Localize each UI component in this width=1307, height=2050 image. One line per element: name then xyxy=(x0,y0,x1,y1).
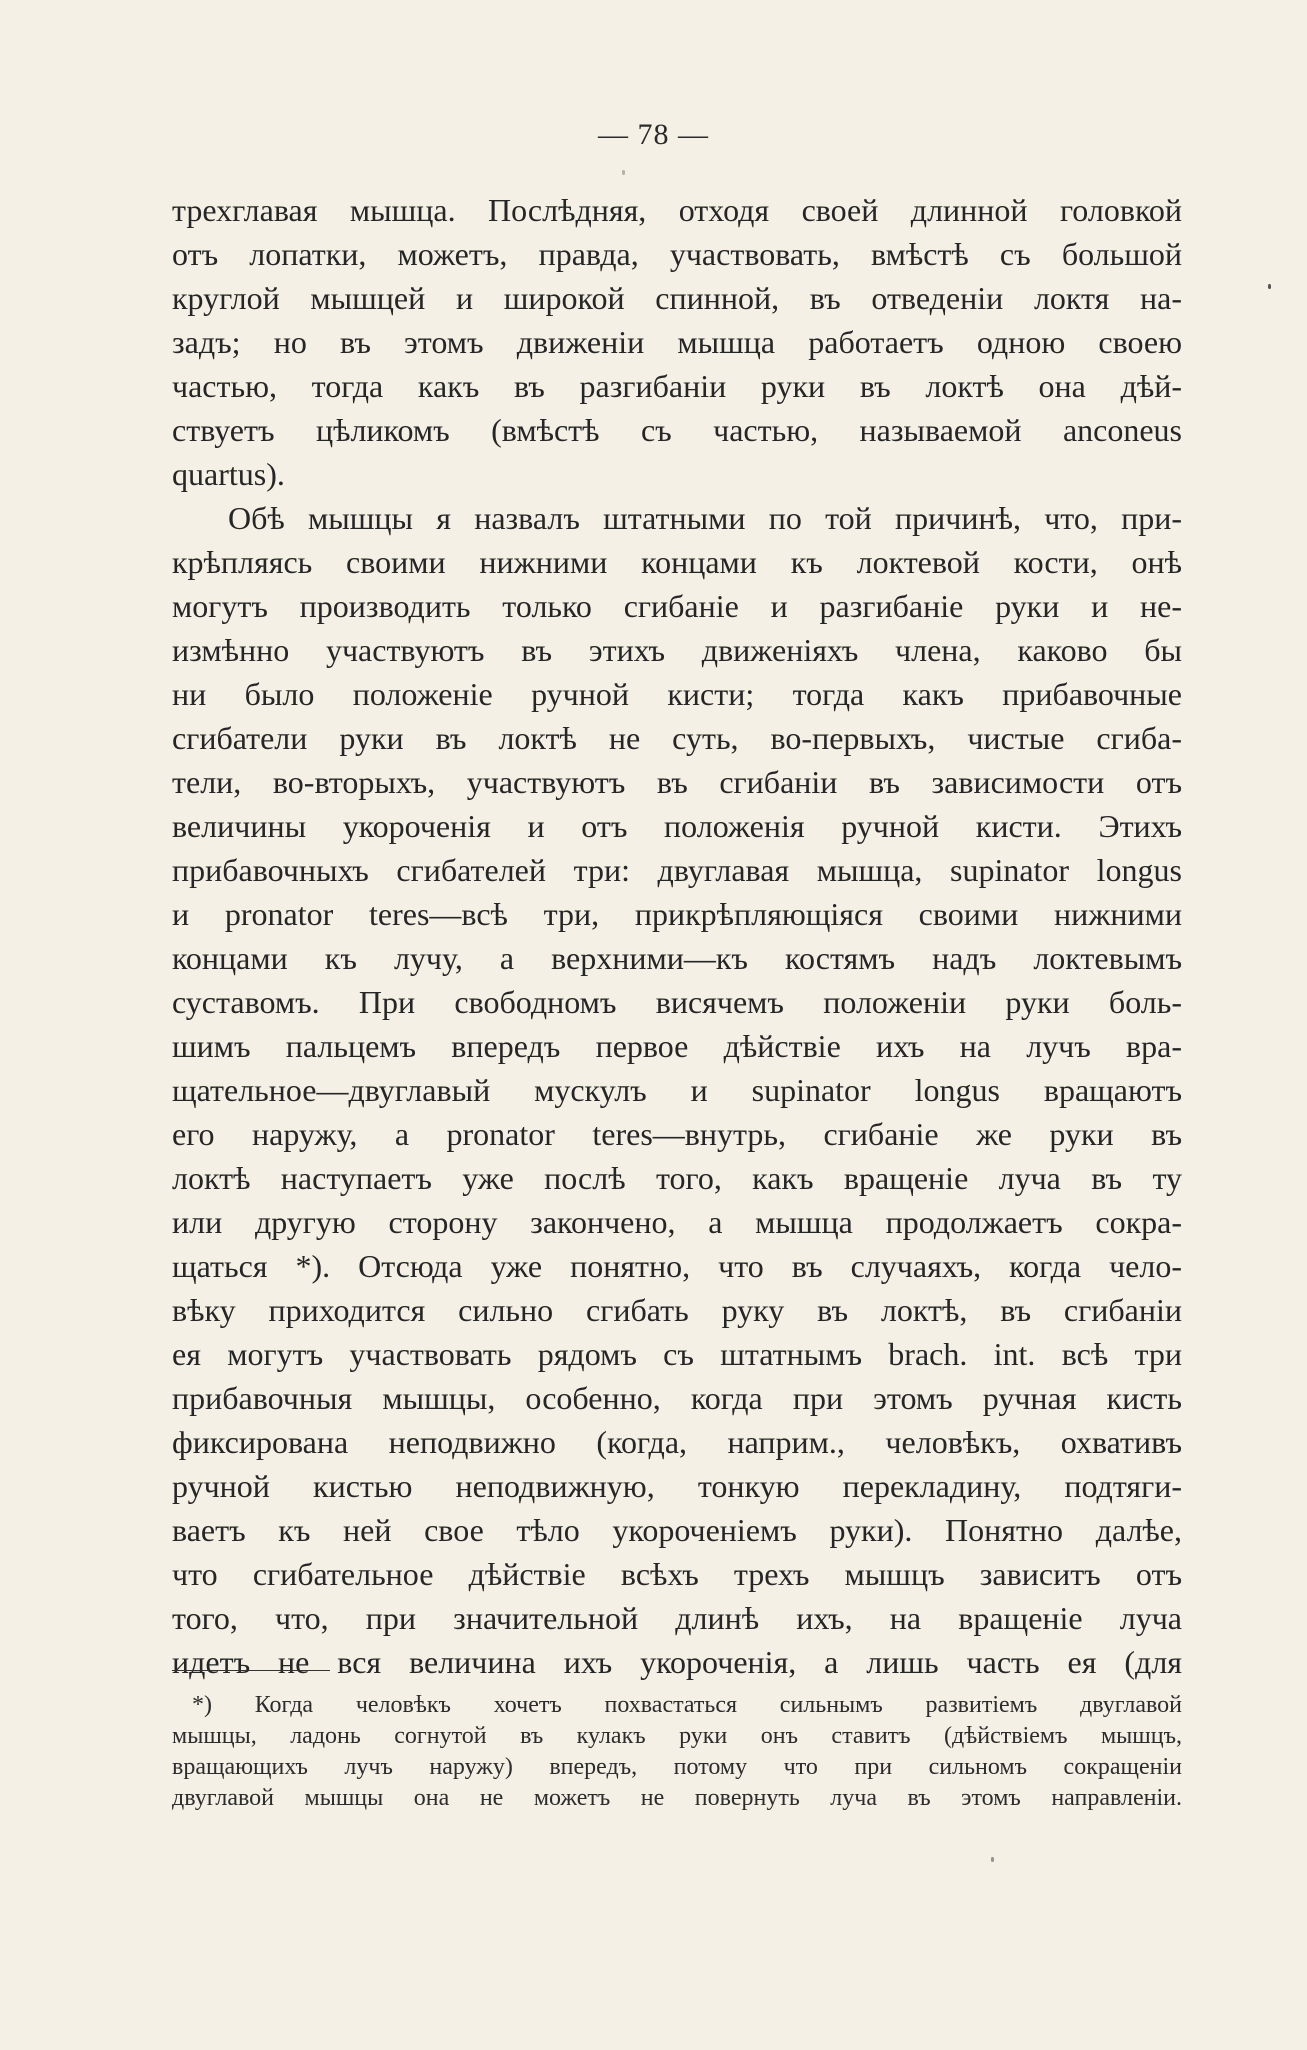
page-number: — 78 — xyxy=(598,118,709,151)
footnote xyxy=(172,1690,1182,1814)
text-line: идетъ не вся величина ихъ укороченiя, а лишь часть ея (для xyxy=(172,1644,1182,1680)
text-line: шимъ пальцемъ впередъ первое дѣйствiе ихъ на лучъ вра- xyxy=(172,1028,1182,1064)
main-text xyxy=(172,188,1182,1684)
footnote-line: *) Когда человѣкъ хочетъ похвастаться сильнымъ развитiемъ двуглавой xyxy=(192,1692,1182,1718)
text-line: локтѣ наступаетъ уже послѣ того, какъ вращенiе луча въ ту xyxy=(172,1160,1182,1196)
text-line: задъ; но въ этомъ движенiи мышца работаетъ одною своею xyxy=(172,324,1182,360)
footnote-divider xyxy=(172,1670,330,1671)
text-line: величины укороченiя и отъ положенiя ручной кисти. Этихъ xyxy=(172,808,1182,844)
text-line: прибавочныхъ сгибателей три: двуглавая мышца, supinator longus xyxy=(172,852,1182,888)
text-line: трехглавая мышца. Послѣдняя, отходя своей длинной головкой xyxy=(172,192,1182,228)
footnote-line: мышцы, ладонь согнутой въ кулакъ руки онъ ставитъ (дѣйствiемъ мышцъ, xyxy=(172,1723,1182,1749)
text-line: отъ лопатки, можетъ, правда, участвовать, вмѣстѣ съ большой xyxy=(172,236,1182,272)
text-line: тели, во-вторыхъ, участвуютъ въ сгибанiи въ зависимости отъ xyxy=(172,764,1182,800)
text-line: сгибатели руки въ локтѣ не суть, во-первыхъ, чистые сгиба- xyxy=(172,720,1182,756)
text-line: прибавочныя мышцы, особенно, когда при этомъ ручная кисть xyxy=(172,1380,1182,1416)
text-line: того, что, при значительной длинѣ ихъ, на вращенiе луча xyxy=(172,1600,1182,1636)
text-line: или другую сторону закончено, а мышца продолжаетъ сокра- xyxy=(172,1204,1182,1240)
text-line: что сгибательное дѣйствiе всѣхъ трехъ мышцъ зависитъ отъ xyxy=(172,1556,1182,1592)
text-line: могутъ производить только сгибанiе и разгибанiе руки и не- xyxy=(172,588,1182,624)
text-line: частью, тогда какъ въ разгибанiи руки въ локтѣ она дѣй- xyxy=(172,368,1182,404)
text-line: суставомъ. При свободномъ висячемъ положенiи руки боль- xyxy=(172,984,1182,1020)
text-line: щаться *). Отсюда уже понятно, что въ случаяхъ, когда чело- xyxy=(172,1248,1182,1284)
text-line: ствуетъ цѣликомъ (вмѣстѣ съ частью, называемой anconeus xyxy=(172,412,1182,448)
text-line: фиксирована неподвижно (когда, наприм., человѣкъ, охвативъ xyxy=(172,1424,1182,1460)
text-line: вѣку приходится сильно сгибать руку въ локтѣ, въ сгибанiи xyxy=(172,1292,1182,1328)
footnote-line: вращающихъ лучъ наружу) впередъ, потому что при сильномъ сокращенiи xyxy=(172,1754,1182,1780)
text-line: концами къ лучу, а верхними—къ костямъ надъ локтевымъ xyxy=(172,940,1182,976)
paper-speck xyxy=(991,1857,994,1862)
footnote-line: двуглавой мышцы она не можетъ не повернуть луча въ этомъ направленiи. xyxy=(172,1785,1182,1811)
text-line: его наружу, а pronator teres—внутрь, сгибанiе же руки въ xyxy=(172,1116,1182,1152)
text-line: ваетъ къ ней свое тѣло укороченiемъ руки). Понятно далѣе, xyxy=(172,1512,1182,1548)
text-line: ея могутъ участвовать рядомъ съ штатнымъ brach. int. всѣ три xyxy=(172,1336,1182,1372)
text-line: ни было положенiе ручной кисти; тогда какъ прибавочные xyxy=(172,676,1182,712)
paper-speck xyxy=(622,170,625,175)
text-line: щательное—двуглавый мускулъ и supinator longus вращаютъ xyxy=(172,1072,1182,1108)
text-line: ручной кистью неподвижную, тонкую перекладину, подтяги- xyxy=(172,1468,1182,1504)
text-line: quartus). xyxy=(172,456,285,492)
paper-speck xyxy=(1268,284,1271,289)
text-line: Обѣ мышцы я назвалъ штатными по той причинѣ, что, при- xyxy=(228,500,1182,536)
text-line: измѣнно участвуютъ въ этихъ движенiяхъ члена, каково бы xyxy=(172,632,1182,668)
text-line: и pronator teres—всѣ три, прикрѣпляющiяся своими нижними xyxy=(172,896,1182,932)
text-line: круглой мышцей и широкой спинной, въ отведенiи локтя на- xyxy=(172,280,1182,316)
text-line: крѣпляясь своими нижними концами къ локтевой кости, онѣ xyxy=(172,544,1182,580)
